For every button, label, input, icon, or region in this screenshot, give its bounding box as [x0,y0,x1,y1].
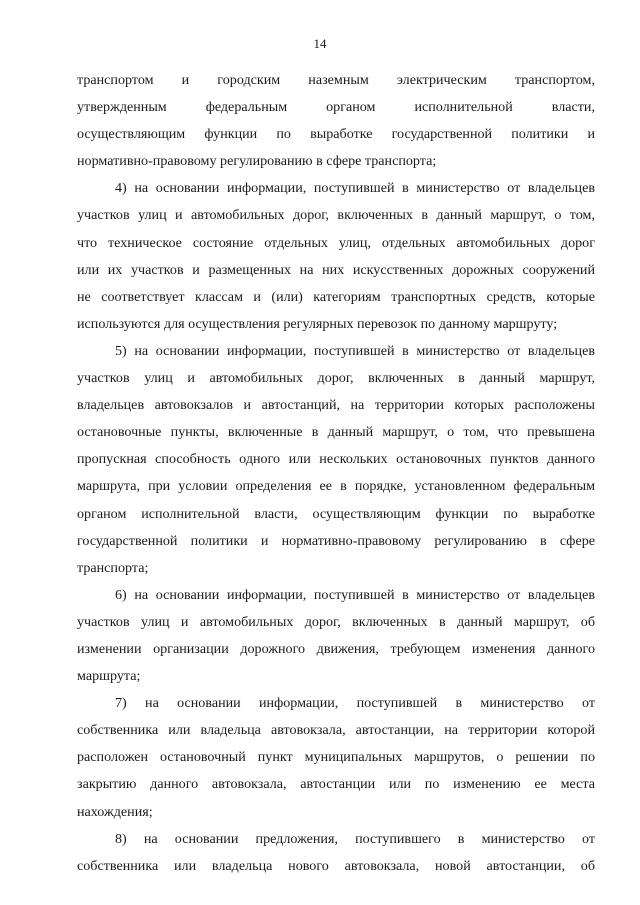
text-line: или их участков и размещенных на них искусственных дорожных сооружений [77,261,595,278]
text-line: не соответствует классам и (или) категориям транспортных средств, которые [77,288,595,305]
text-line: участков улиц и автомобильных дорог, включенных в данный маршрут, об [77,613,595,630]
text-line: используются для осуществления регулярных перевозок по данному маршруту; [77,315,558,332]
text-line: утвержденным федеральным органом исполнительной власти, [77,99,595,116]
text-line: нахождения; [77,803,153,820]
text-line: расположен остановочный пункт муниципальных маршрутов, о решении по [77,749,595,766]
text-line: осуществляющим функции по выработке государственной политики и [77,126,595,143]
paragraph-first-line: 7) на основании информации, поступившей в министерство от [115,695,595,712]
text-line: владельцев автовокзалов и автостанций, на территории которых расположены [77,397,595,414]
text-line: нормативно-правовому регулированию в сфере транспорта; [77,153,437,170]
text-line: изменении организации дорожного движения, требующем изменения данного [77,640,595,657]
text-line: закрытию данного автовокзала, автостанции или по изменению ее места [77,776,595,793]
text-line: участков улиц и автомобильных дорог, включенных в данный маршрут, [77,370,595,387]
paragraph-first-line: 8) на основании предложения, поступившего в министерство от [115,830,595,847]
document-body-text [77,67,595,880]
text-line: собственника или владельца нового автовокзала, новой автостанции, об [77,857,595,874]
text-line: маршрута; [77,668,141,685]
text-line: органом исполнительной власти, осуществляющим функции по выработке [77,505,595,522]
paragraph-first-line: 5) на основании информации, поступившей в министерство от владельцев [115,342,595,359]
page-number: 14 [313,36,327,51]
text-line: государственной политики и нормативно-правовому регулированию в сфере [77,532,595,549]
text-line: транспортом и городским наземным электрическим транспортом, [77,72,595,88]
text-line: транспорта; [77,559,149,576]
text-line: остановочные пункты, включенные в данный маршрут, о том, что превышена [77,424,595,441]
text-line: маршрута, при условии определения ее в порядке, установленном федеральным [77,478,595,495]
text-line: что техническое состояние отдельных улиц, отдельных автомобильных дорог [77,234,595,251]
paragraph-first-line: 4) на основании информации, поступившей в министерство от владельцев [115,180,595,197]
paragraph-first-line: 6) на основании информации, поступившей в министерство от владельцев [115,586,595,603]
text-line: участков улиц и автомобильных дорог, включенных в данный маршрут, о том, [77,207,595,224]
text-line: пропускная способность одного или нескольких остановочных пунктов данного [77,451,595,468]
text-line: собственника или владельца автовокзала, автостанции, на территории которой [77,722,595,739]
